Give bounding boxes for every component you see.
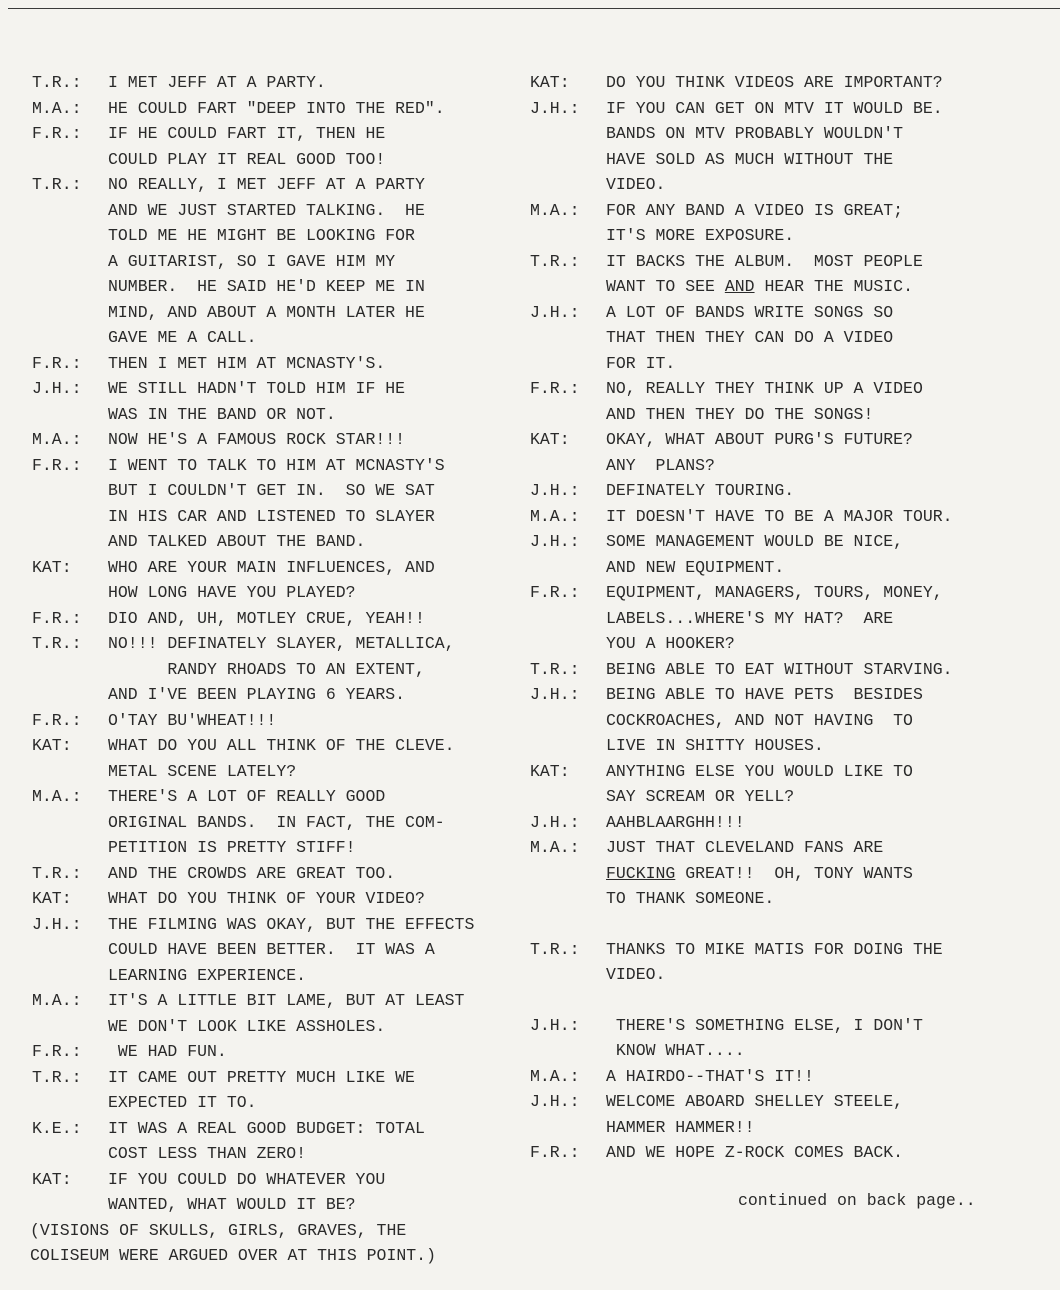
right-entry (530, 810, 1055, 836)
dialogue-line: THE FILMING WAS OKAY, BUT THE EFFECTS (108, 914, 475, 934)
right-entry (530, 1089, 1055, 1140)
dialogue-text (108, 861, 562, 887)
speaker-label: M.A.: (530, 1066, 580, 1086)
dialogue-line: BANDS ON MTV PROBABLY WOULDN'T (606, 124, 904, 143)
speaker-label: M.A.: (530, 200, 580, 220)
dialogue-text (108, 427, 562, 453)
right-entry (530, 529, 1055, 580)
dialogue-text (606, 1140, 1055, 1166)
right-entry (530, 96, 1055, 198)
dialogue-text (606, 937, 1055, 988)
left-entry (32, 631, 562, 708)
speaker-label: M.A.: (32, 787, 82, 806)
dialogue-line: COST LESS THAN ZERO! (108, 1144, 307, 1163)
top-rule (8, 8, 1060, 9)
dialogue-text (606, 1089, 1055, 1140)
dialogue-line: I MET JEFF AT A PARTY. (108, 73, 326, 92)
dialogue-line: AND WE JUST STARTED TALKING. HE (108, 200, 425, 220)
dialogue-text (108, 1116, 562, 1167)
right-entry (530, 1064, 1055, 1090)
left-entry (32, 912, 562, 989)
speaker-label: M.A.: (32, 430, 82, 449)
dialogue-line: FOR ANY BAND A VIDEO IS GREAT; (606, 200, 904, 220)
dialogue-text (108, 733, 562, 784)
spacer (530, 912, 1055, 937)
spacer (530, 988, 1055, 1013)
dialogue-text (108, 1065, 562, 1116)
dialogue-line: BEING ABLE TO EAT WITHOUT STARVING. (606, 659, 953, 679)
dialogue-line: BEING ABLE TO HAVE PETS BESIDES (606, 685, 923, 704)
dialogue-line: GAVE ME A CALL. (108, 328, 257, 347)
dialogue-line: NO REALLY, I MET JEFF AT A PARTY (108, 175, 425, 194)
dialogue-line: WE HAD FUN. (108, 1042, 227, 1061)
dialogue-text (108, 886, 562, 912)
speaker-label: KAT: (32, 557, 72, 577)
dialogue-text (606, 810, 1055, 836)
dialogue-line: AND THE CROWDS ARE GREAT TOO. (108, 863, 396, 883)
right-entry (530, 249, 1055, 300)
dialogue-line: TOLD ME HE MIGHT BE LOOKING FOR (108, 226, 415, 245)
dialogue-line: NO!!! DEFINATELY SLAYER, METALLICA, (108, 634, 455, 653)
speaker-label: F.R.: (32, 608, 82, 628)
right-entry (530, 657, 1055, 683)
dialogue-text (606, 529, 1055, 580)
right-column (530, 70, 1055, 1166)
right-entry (530, 300, 1055, 377)
dialogue-line: EQUIPMENT, MANAGERS, TOURS, MONEY, (606, 583, 943, 602)
dialogue-line: VIDEO. (606, 175, 666, 194)
speaker-label: KAT: (32, 736, 72, 755)
dialogue-line: FUCKING GREAT!! OH, TONY WANTS (606, 863, 913, 883)
left-entry (32, 376, 562, 427)
speaker-label: M.A.: (32, 991, 82, 1010)
dialogue-line: HOW LONG HAVE YOU PLAYED? (108, 583, 356, 602)
aside-note: COLISEUM WERE ARGUED OVER AT THIS POINT.) (30, 1246, 436, 1265)
dialogue-text (108, 1167, 562, 1218)
left-entry (32, 351, 562, 377)
speaker-label: T.R.: (32, 175, 82, 194)
speaker-label: T.R.: (32, 73, 82, 92)
dialogue-line: WELCOME ABOARD SHELLEY STEELE, (606, 1092, 904, 1111)
speaker-label: J.H.: (32, 914, 82, 934)
speaker-label: J.H.: (530, 685, 580, 704)
right-entry (530, 580, 1055, 657)
dialogue-line: COULD PLAY IT REAL GOOD TOO! (108, 149, 386, 169)
dialogue-text (108, 96, 562, 122)
speaker-label: F.R.: (32, 124, 82, 143)
dialogue-text (606, 759, 1055, 810)
dialogue-line: THERE'S SOMETHING ELSE, I DON'T (606, 1015, 923, 1035)
aside-note: (VISIONS OF SKULLS, GIRLS, GRAVES, THE (30, 1220, 407, 1240)
dialogue-line: IF YOU CAN GET ON MTV IT WOULD BE. (606, 98, 943, 118)
dialogue-text (606, 70, 1055, 96)
dialogue-text (108, 606, 562, 632)
dialogue-line: WE DON'T LOOK LIKE ASSHOLES. (108, 1016, 386, 1036)
speaker-label: F.R.: (32, 1042, 82, 1061)
dialogue-line: IT'S A LITTLE BIT LAME, BUT AT LEAST (108, 991, 465, 1010)
left-entry (32, 121, 562, 172)
dialogue-line: DIO AND, UH, MOTLEY CRUE, YEAH!! (108, 608, 425, 628)
dialogue-line: ANY PLANS? (606, 455, 715, 475)
dialogue-text (606, 657, 1055, 683)
right-entry (530, 427, 1055, 478)
dialogue-line: SOME MANAGEMENT WOULD BE NICE, (606, 532, 904, 551)
dialogue-text (108, 631, 562, 708)
dialogue-text (108, 555, 562, 606)
dialogue-line: THERE'S A LOT OF REALLY GOOD (108, 787, 386, 806)
dialogue-line: COCKROACHES, AND NOT HAVING TO (606, 710, 913, 730)
dialogue-line: ANYTHING ELSE YOU WOULD LIKE TO (606, 761, 913, 781)
left-entry (32, 733, 562, 784)
dialogue-text (606, 835, 1055, 912)
dialogue-text (606, 249, 1055, 300)
speaker-label: T.R.: (32, 634, 82, 653)
dialogue-line: IT'S MORE EXPOSURE. (606, 226, 795, 245)
right-entry (530, 198, 1055, 249)
dialogue-line: A HAIRDO--THAT'S IT!! (606, 1066, 814, 1086)
dialogue-text (108, 70, 562, 96)
left-entry (32, 453, 562, 555)
dialogue-line: IF HE COULD FART IT, THEN HE (108, 124, 386, 143)
dialogue-line: AND NEW EQUIPMENT. (606, 557, 785, 577)
dialogue-line: RANDY RHOADS TO AN EXTENT, (108, 659, 425, 679)
left-column (32, 70, 562, 1269)
dialogue-line: IT DOESN'T HAVE TO BE A MAJOR TOUR. (606, 506, 953, 526)
speaker-label: M.A.: (530, 506, 580, 526)
speaker-label: T.R.: (530, 939, 580, 959)
dialogue-line: LABELS...WHERE'S MY HAT? ARE (606, 608, 894, 628)
right-entry (530, 937, 1055, 988)
dialogue-text (606, 300, 1055, 377)
dialogue-line: VIDEO. (606, 965, 666, 984)
dialogue-line: IT WAS A REAL GOOD BUDGET: TOTAL (108, 1118, 425, 1138)
speaker-label: F.R.: (530, 1143, 580, 1162)
speaker-label: K.E.: (32, 1118, 82, 1138)
dialogue-line: COULD HAVE BEEN BETTER. IT WAS A (108, 940, 435, 959)
speaker-label: KAT: (530, 73, 570, 92)
dialogue-line: AND WE HOPE Z-ROCK COMES BACK. (606, 1143, 904, 1162)
dialogue-line: YOU A HOOKER? (606, 634, 735, 653)
dialogue-text (108, 351, 562, 377)
dialogue-line: WANT TO SEE AND HEAR THE MUSIC. (606, 277, 913, 296)
dialogue-line: AND THEN THEY DO THE SONGS! (606, 404, 874, 424)
dialogue-line: KNOW WHAT.... (606, 1041, 745, 1060)
speaker-label: M.A.: (530, 838, 580, 857)
speaker-label: J.H.: (32, 379, 82, 398)
left-entry (32, 886, 562, 912)
dialogue-text (108, 121, 562, 172)
speaker-label: F.R.: (530, 583, 580, 602)
dialogue-line: BUT I COULDN'T GET IN. SO WE SAT (108, 481, 435, 500)
dialogue-text (108, 708, 562, 734)
dialogue-text (606, 478, 1055, 504)
dialogue-line: TO THANK SOMEONE. (606, 889, 775, 908)
dialogue-line: AND TALKED ABOUT THE BAND. (108, 532, 366, 551)
dialogue-line: WHAT DO YOU ALL THINK OF THE CLEVE. (108, 736, 455, 755)
dialogue-line: IF YOU COULD DO WHATEVER YOU (108, 1169, 386, 1189)
left-entry (32, 555, 562, 606)
right-entry (530, 682, 1055, 759)
dialogue-line: HAMMER HAMMER!! (606, 1117, 755, 1137)
dialogue-line: I WENT TO TALK TO HIM AT MCNASTY'S (108, 455, 445, 475)
speaker-label: M.A.: (32, 98, 82, 118)
right-entry (530, 376, 1055, 427)
speaker-label: T.R.: (32, 863, 82, 883)
dialogue-line: O'TAY BU'WHEAT!!! (108, 710, 277, 730)
dialogue-line: HE COULD FART "DEEP INTO THE RED". (108, 98, 445, 118)
speaker-label: KAT: (530, 430, 570, 449)
dialogue-line: WHO ARE YOUR MAIN INFLUENCES, AND (108, 557, 435, 577)
right-entry (530, 504, 1055, 530)
left-entry (32, 172, 562, 351)
dialogue-line: JUST THAT CLEVELAND FANS ARE (606, 838, 884, 857)
dialogue-line: IN HIS CAR AND LISTENED TO SLAYER (108, 506, 435, 526)
speaker-label: T.R.: (32, 1067, 82, 1087)
dialogue-line: MIND, AND ABOUT A MONTH LATER HE (108, 302, 425, 322)
speaker-label: F.R.: (32, 455, 82, 475)
right-entry (530, 1013, 1055, 1064)
dialogue-line: NOW HE'S A FAMOUS ROCK STAR!!! (108, 430, 406, 449)
left-entry (32, 96, 562, 122)
dialogue-line: FOR IT. (606, 353, 676, 373)
dialogue-line: NUMBER. HE SAID HE'D KEEP ME IN (108, 277, 425, 296)
speaker-label: J.H.: (530, 532, 580, 551)
speaker-label: T.R.: (530, 659, 580, 679)
speaker-label: F.R.: (32, 710, 82, 730)
dialogue-line: METAL SCENE LATELY? (108, 761, 297, 781)
speaker-label: J.H.: (530, 1015, 580, 1035)
dialogue-line: AAHBLAARGHH!!! (606, 812, 745, 832)
dialogue-text (606, 427, 1055, 478)
right-entry (530, 1140, 1055, 1166)
dialogue-line: IT CAME OUT PRETTY MUCH LIKE WE (108, 1067, 415, 1087)
dialogue-line: WHAT DO YOU THINK OF YOUR VIDEO? (108, 889, 425, 908)
dialogue-line: HAVE SOLD AS MUCH WITHOUT THE (606, 149, 894, 169)
left-entry (32, 1039, 562, 1065)
dialogue-line: WE STILL HADN'T TOLD HIM IF HE (108, 379, 406, 398)
dialogue-line: PETITION IS PRETTY STIFF! (108, 838, 356, 857)
dialogue-line: NO, REALLY THEY THINK UP A VIDEO (606, 379, 923, 398)
dialogue-line: DEFINATELY TOURING. (606, 481, 795, 500)
dialogue-text (108, 912, 562, 989)
dialogue-text (606, 1013, 1055, 1064)
speaker-label: KAT: (530, 761, 570, 781)
dialogue-text (606, 504, 1055, 530)
dialogue-text (108, 453, 562, 555)
right-entry (530, 478, 1055, 504)
dialogue-text (606, 1064, 1055, 1090)
continued-note: continued on back page.. (738, 1191, 976, 1210)
left-entry (32, 784, 562, 861)
speaker-label: KAT: (32, 889, 72, 908)
dialogue-line: EXPECTED IT TO. (108, 1093, 257, 1112)
speaker-label: J.H.: (530, 302, 580, 322)
dialogue-text (108, 172, 562, 351)
dialogue-line: THAT THEN THEY CAN DO A VIDEO (606, 328, 894, 347)
dialogue-line: A LOT OF BANDS WRITE SONGS SO (606, 302, 894, 322)
speaker-label: KAT: (32, 1169, 72, 1189)
dialogue-text (606, 682, 1055, 759)
dialogue-line: THANKS TO MIKE MATIS FOR DOING THE (606, 939, 943, 959)
left-entry (32, 708, 562, 734)
speaker-label: J.H.: (530, 481, 580, 500)
left-entry (32, 988, 562, 1039)
speaker-label: J.H.: (530, 1092, 580, 1111)
left-entry (32, 1065, 562, 1116)
dialogue-line: OKAY, WHAT ABOUT PURG'S FUTURE? (606, 430, 913, 449)
dialogue-text (606, 376, 1055, 427)
dialogue-line: SAY SCREAM OR YELL? (606, 787, 795, 806)
dialogue-line: WANTED, WHAT WOULD IT BE? (108, 1195, 356, 1214)
dialogue-line: WAS IN THE BAND OR NOT. (108, 404, 336, 424)
dialogue-text (108, 988, 562, 1039)
dialogue-text (108, 784, 562, 861)
dialogue-text (606, 580, 1055, 657)
speaker-label: T.R.: (530, 251, 580, 271)
dialogue-line: A GUITARIST, SO I GAVE HIM MY (108, 251, 396, 271)
dialogue-text (606, 198, 1055, 249)
dialogue-line: AND I'VE BEEN PLAYING 6 YEARS. (108, 685, 406, 704)
right-entry (530, 835, 1055, 912)
right-entry (530, 759, 1055, 810)
dialogue-text (606, 96, 1055, 198)
dialogue-line: IT BACKS THE ALBUM. MOST PEOPLE (606, 251, 923, 271)
left-entry (32, 1167, 562, 1218)
dialogue-line: ORIGINAL BANDS. IN FACT, THE COM- (108, 812, 445, 832)
left-entry (32, 70, 562, 96)
left-entry (32, 606, 562, 632)
speaker-label: J.H.: (530, 812, 580, 832)
left-entry (32, 1116, 562, 1167)
right-entry (530, 70, 1055, 96)
dialogue-text (108, 1039, 562, 1065)
left-entry (32, 861, 562, 887)
dialogue-text (108, 376, 562, 427)
speaker-label: J.H.: (530, 98, 580, 118)
speaker-label: F.R.: (530, 379, 580, 398)
dialogue-line: LEARNING EXPERIENCE. (108, 965, 307, 985)
dialogue-line: THEN I MET HIM AT MCNASTY'S. (108, 353, 386, 373)
dialogue-line: LIVE IN SHITTY HOUSES. (606, 736, 824, 755)
dialogue-line: DO YOU THINK VIDEOS ARE IMPORTANT? (606, 73, 943, 92)
left-entry (32, 427, 562, 453)
speaker-label: F.R.: (32, 353, 82, 373)
